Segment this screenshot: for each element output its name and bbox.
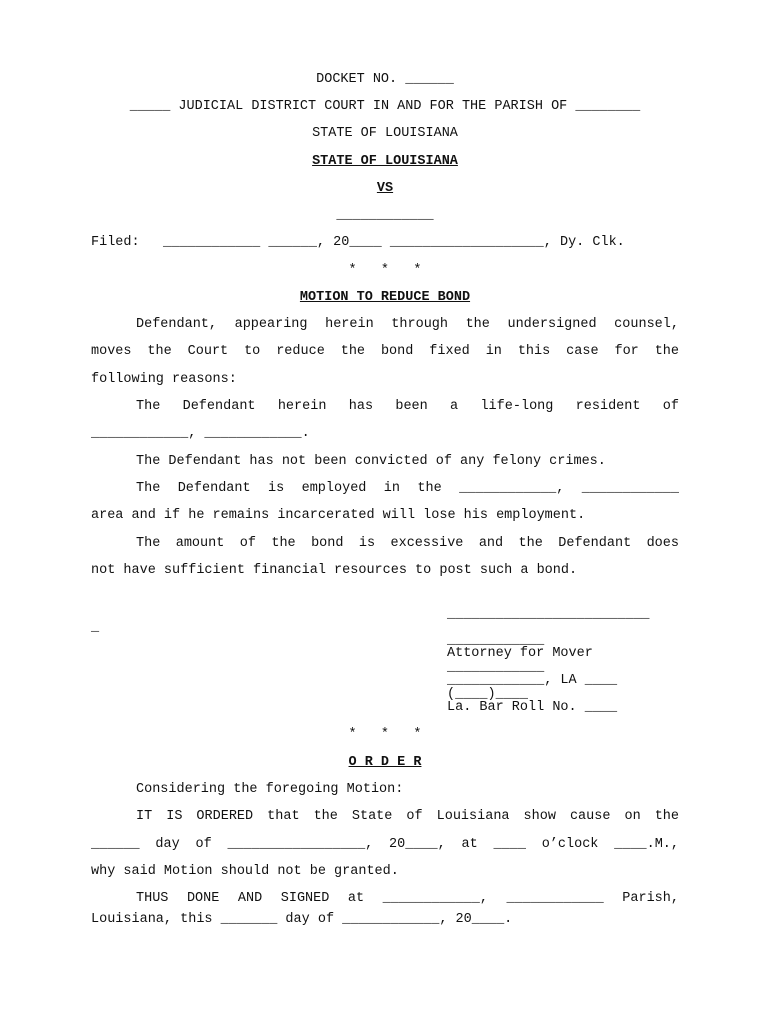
attorney-city: ____________, LA ____ <box>447 673 618 688</box>
order-p2-line1: IT IS ORDERED that the State of Louisiana show cause on the <box>136 809 679 824</box>
caption-state: STATE OF LOUISIANA <box>312 154 458 169</box>
motion-p2-line2: ____________, ____________. <box>91 426 310 441</box>
filed-label: Filed: <box>91 235 140 250</box>
motion-p4-line1: The Defendant is employed in the ____________, ____________ <box>136 481 679 496</box>
bar-roll-number: La. Bar Roll No. ____ <box>447 700 618 715</box>
attorney-phone: (____)____ <box>447 687 529 702</box>
motion-p5-line2: not have sufficient financial resources to post such a bond. <box>91 563 578 578</box>
order-p3-line1: THUS DONE AND SIGNED at ____________, ____________ Parish, <box>136 891 679 906</box>
order-p2-line3: why said Motion should not be granted. <box>91 864 399 879</box>
motion-p3: The Defendant has not been convicted of any felony crimes. <box>136 454 606 469</box>
motion-p1-line2: moves the Court to reduce the bond fixed in this case for the <box>91 344 679 359</box>
motion-p5-line1: The amount of the bond is excessive and the Defendant does <box>136 536 679 551</box>
caption-vs: VS <box>376 181 394 196</box>
separator-stars: * * * <box>348 263 422 278</box>
motion-p2-line1: The Defendant herein has been a life-long resident of <box>136 399 679 414</box>
filed-line: ____________ ______, 20____ ___________________, Dy. Clk. <box>163 235 625 250</box>
state-line: STATE OF LOUISIANA <box>312 126 458 141</box>
signature-line: _________________________ <box>447 607 650 622</box>
motion-title: MOTION TO REDUCE BOND <box>299 290 471 305</box>
order-p2-line2: ______ day of _________________, 20____, at ____ o’clock ____.M., <box>91 837 679 852</box>
signature-dash: _ <box>91 620 100 635</box>
separator-stars-2: * * * <box>348 727 422 742</box>
motion-p1-line1: Defendant, appearing herein through the undersigned counsel, <box>136 317 679 332</box>
docket-number: DOCKET NO. ______ <box>316 72 454 87</box>
signature-blank-2: ____________ <box>447 660 545 675</box>
signature-blank-1: ____________ <box>447 633 545 648</box>
order-p1: Considering the foregoing Motion: <box>136 782 404 797</box>
motion-p1-line3: following reasons: <box>91 372 237 387</box>
order-p3-line2: Louisiana, this _______ day of ____________, 20____. <box>91 912 513 927</box>
caption-defendant: ____________ <box>336 208 434 223</box>
motion-p4-line2: area and if he remains incarcerated will lose his employment. <box>91 508 586 523</box>
attorney-label: Attorney for Mover <box>447 646 593 661</box>
court-line: _____ JUDICIAL DISTRICT COURT IN AND FOR THE PARISH OF ________ <box>129 99 641 114</box>
order-title: O R D E R <box>348 755 422 770</box>
